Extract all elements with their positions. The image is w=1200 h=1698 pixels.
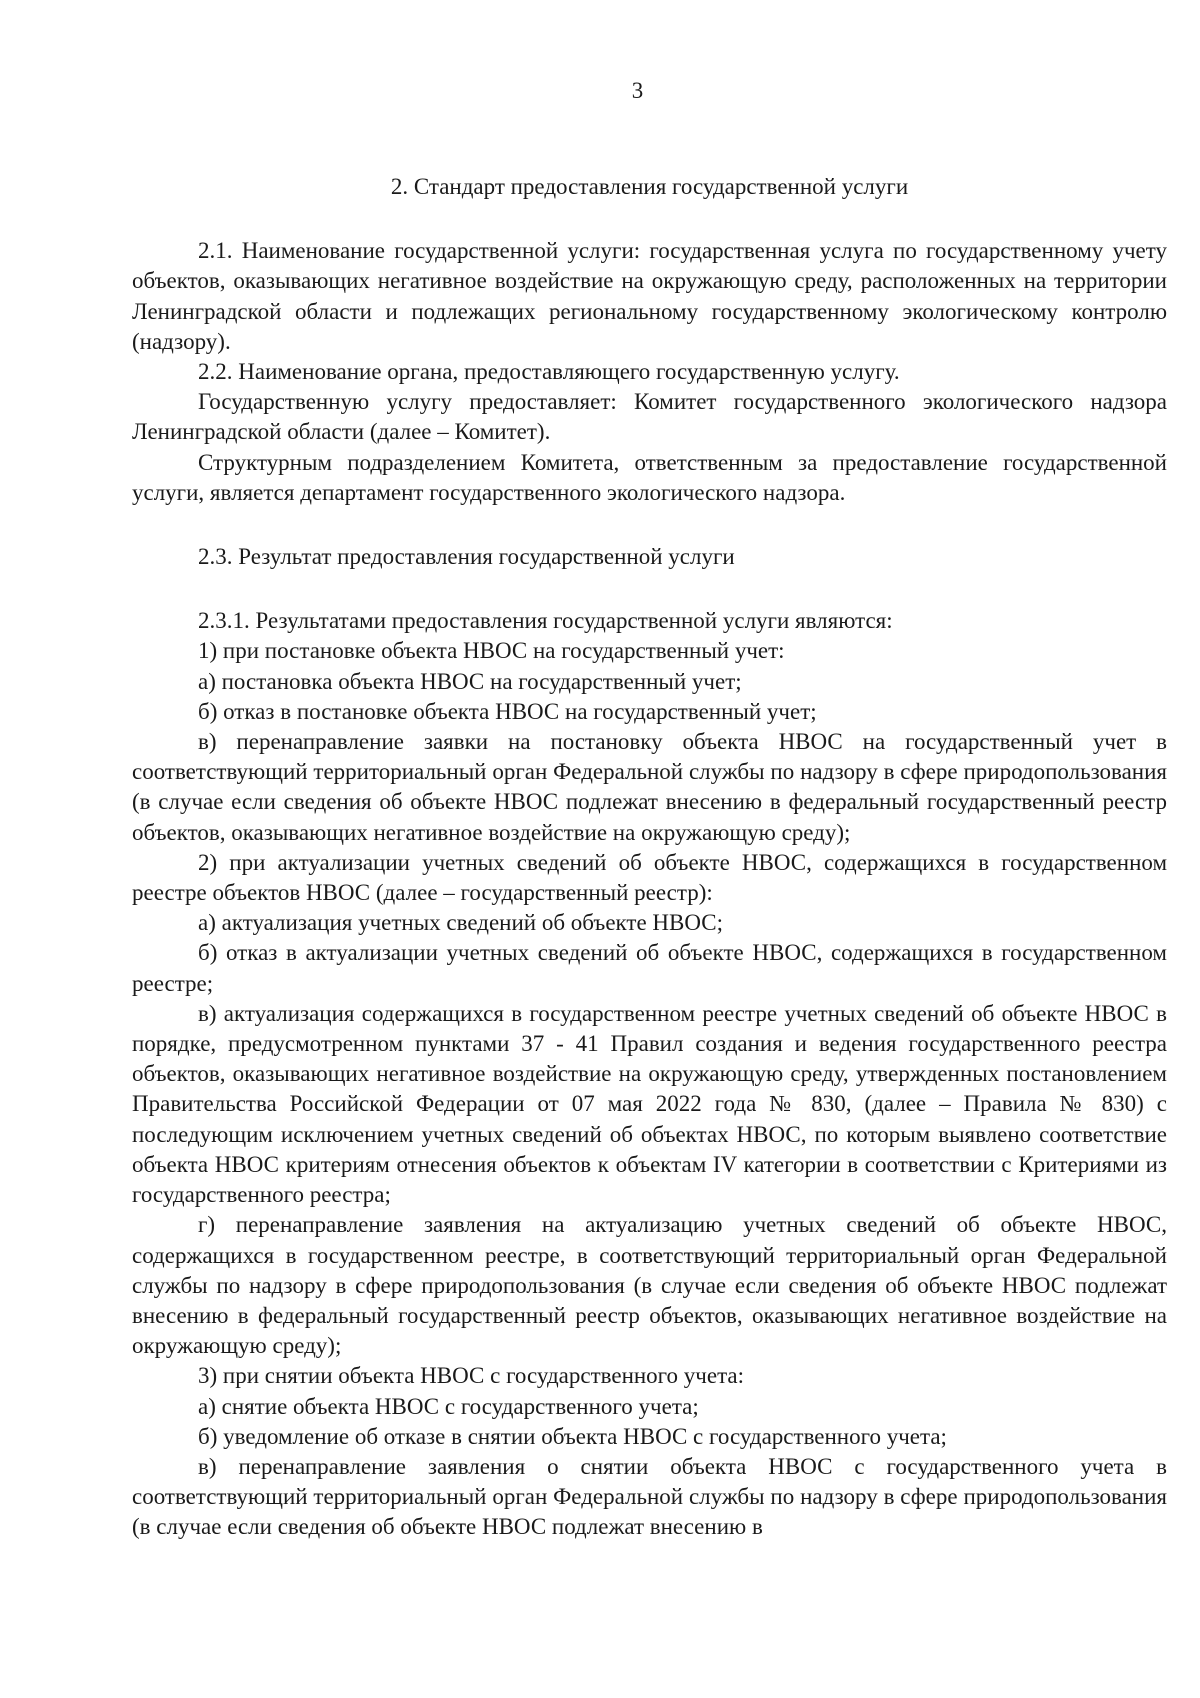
list-item-3b: б) уведомление об отказе в снятии объекта НВОС с государственного учета; bbox=[198, 1423, 947, 1449]
paragraph-2-3-1: 2.3.1. Результатами предоставления государственной услуги являются: bbox=[198, 608, 893, 634]
list-item-3v: в) перенаправление заявления о снятии объекта НВОС с государственного учета в соответствующий территориальный орган Федеральной службы по надзору в сфере природопользования (в случае если сведения об объекте НВОС подлежат внесению в bbox=[132, 1453, 1167, 1540]
list-item-3a: а) снятие объекта НВОС с государственного учета; bbox=[198, 1393, 699, 1419]
page-number: 3 bbox=[631, 78, 644, 103]
document-body bbox=[132, 172, 1167, 1543]
list-item-1a: а) постановка объекта НВОС на государственный учет; bbox=[198, 668, 742, 694]
list-item-1v: в) перенаправление заявки на постановку объекта НВОС на государственный учет в соответствующий территориальный орган Федеральной службы по надзору в сфере природопользования (в случае если сведения об объекте НВОС подлежат внесению в федеральный государственный реестр объектов, оказывающих негативное воздействие на окружающую среду); bbox=[132, 729, 1167, 845]
paragraph-provider: Государственную услугу предоставляет: Комитет государственного экологического надзора Ленинградской области (далее – Комитет). bbox=[132, 389, 1167, 445]
list-item-3: 3) при снятии объекта НВОС с государственного учета: bbox=[198, 1363, 745, 1389]
list-item-2: 2) при актуализации учетных сведений об объекте НВОС, содержащихся в государственном реестре объектов НВОС (далее – государственный реестр): bbox=[132, 849, 1167, 906]
paragraph-2-2: 2.2. Наименование органа, предоставляющего государственную услугу. bbox=[198, 359, 900, 385]
paragraph-structural-unit: Структурным подразделением Комитета, ответственным за предоставление государственной услуги, является департамент государственного экологического надзора. bbox=[132, 449, 1167, 505]
list-item-2b: б) отказ в актуализации учетных сведений об объекте НВОС, содержащихся в государственном реестре; bbox=[132, 940, 1167, 996]
section-title: 2. Стандарт предоставления государственной услуги bbox=[390, 174, 909, 199]
list-item-1b: б) отказ в постановке объекта НВОС на государственный учет; bbox=[198, 698, 817, 724]
paragraph-2-1: 2.1. Наименование государственной услуги: государственная услуга по государственному учету объектов, оказывающих негативное воздействие на окружающую среду, расположенных на территории Ленинградской области и подлежащих региональному государственному экологическому контролю (надзору). bbox=[132, 238, 1167, 354]
subsection-title-2-3: 2.3. Результат предоставления государственной услуги bbox=[198, 544, 735, 570]
list-item-2v: в) актуализация содержащихся в государственном реестре учетных сведений об объекте НВОС в порядке, предусмотренном пунктами 37 - 41 Правил создания и ведения государственного реестра объектов, оказывающих негативное воздействие на окружающую среду, утвержденных постановлением Правительства Российской Федерации от 07 мая 2022 года № 830, (далее – Правила № 830) с последующим исключением учетных сведений об объектах НВОС, по которым выявлено соответствие объекта НВОС критериям отнесения объектов к объектам IV категории в соответствии с Критериями из государственного реестра; bbox=[132, 1000, 1167, 1208]
list-item-2a: а) актуализация учетных сведений об объекте НВОС; bbox=[198, 910, 723, 936]
list-item-1: 1) при постановке объекта НВОС на государственный учет: bbox=[198, 638, 785, 664]
list-item-2g: г) перенаправление заявления на актуализацию учетных сведений об объекте НВОС, содержащихся в государственном реестре, в соответствующий территориальный орган Федеральной службы по надзору в сфере природопользования (в случае если сведения об объекте НВОС подлежат внесению в федеральный государственный реестр объектов, оказывающих негативное воздействие на окружающую среду); bbox=[132, 1212, 1167, 1359]
